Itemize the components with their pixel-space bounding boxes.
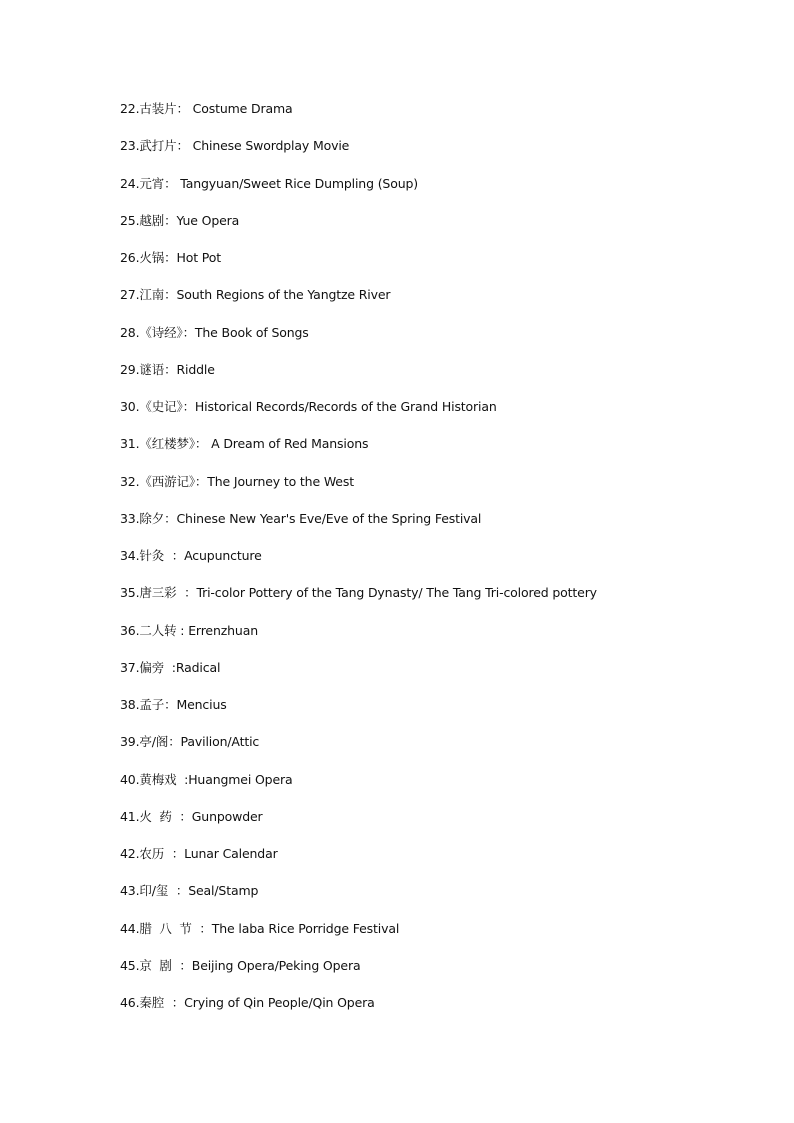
term-entry-45: 45.京 剧 ：Beijing Opera/Peking Opera [120, 957, 361, 973]
term-entry-24: 24.元宵： Tangyuan/Sweet Rice Dumpling (Soup) [120, 175, 418, 191]
term-entry-43: 43.印/玺 ：Seal/Stamp [120, 883, 259, 899]
term-entry-36: 36.二人转 : Errenzhuan [120, 622, 258, 638]
term-entry-40: 40.黄梅戏 :Huangmei Opera [120, 771, 293, 787]
term-entry-35: 35.唐三彩 ：Tri-color Pottery of the Tang Dynasty/ The Tang Tri-colored pottery [120, 585, 597, 601]
term-entry-38: 38.孟子：Mencius [120, 697, 227, 712]
term-entry-25: 25.越剧：Yue Opera [120, 212, 240, 228]
term-entry-46: 46.秦腔 ：Crying of Qin People/Qin Opera [120, 995, 375, 1010]
term-entry-27: 27.江南：South Regions of the Yangtze River [120, 287, 391, 303]
term-entry-29: 29.谜语：Riddle [120, 361, 215, 377]
term-entry-39: 39.亭/阁：Pavilion/Attic [120, 734, 260, 750]
term-list [120, 98, 760, 1029]
term-entry-33: 33.除夕：Chinese New Year's Eve/Eve of the Spring Festival [120, 510, 482, 526]
term-entry-34: 34.针灸 ：Acupuncture [120, 548, 262, 563]
term-entry-28: 28.《诗经》：The Book of Songs [120, 324, 309, 340]
term-entry-26: 26.火锅：Hot Pot [120, 250, 221, 265]
term-entry-42: 42.农历 ：Lunar Calendar [120, 846, 278, 861]
term-entry-32: 32.《西游记》：The Journey to the West [120, 473, 354, 489]
term-entry-23: 23.武打片： Chinese Swordplay Movie [120, 138, 350, 154]
term-entry-37: 37.偏旁 :Radical [120, 659, 221, 675]
term-entry-44: 44.腊 八 节 ：The laba Rice Porridge Festival [120, 920, 400, 936]
term-entry-22: 22.古装片： Costume Drama [120, 101, 293, 116]
term-entry-31: 31.《红楼梦》： A Dream of Red Mansions [120, 436, 369, 452]
term-entry-30: 30.《史记》：Historical Records/Records of the Grand Historian [120, 399, 497, 414]
term-entry-41: 41.火 药 ：Gunpowder [120, 808, 263, 824]
